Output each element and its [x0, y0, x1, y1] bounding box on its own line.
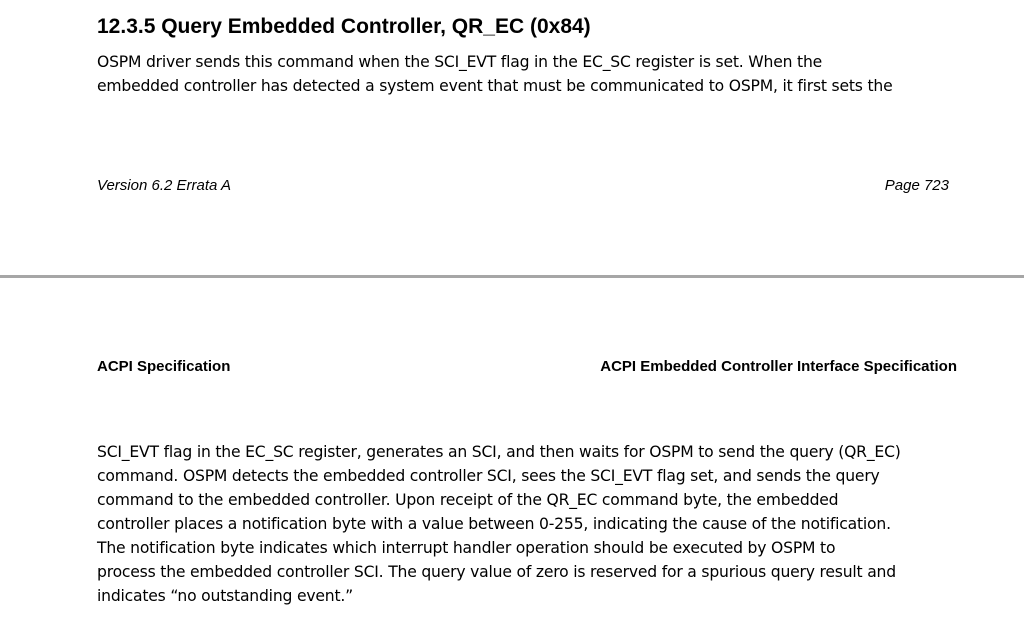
section-heading: 12.3.5 Query Embedded Controller, QR_EC (0x84) — [97, 15, 591, 38]
paragraph-line: The notification byte indicates which interrupt handler operation should be executed by OSPM to — [97, 539, 836, 557]
document-page-top — [0, 0, 1024, 276]
header-chapter-title: ACPI Embedded Controller Interface Specification — [600, 358, 957, 375]
footer-page-number: Page 723 — [884, 177, 949, 194]
paragraph-line: controller places a notification byte with a value between 0-255, indicating the cause of the notification. — [97, 515, 891, 533]
paragraph-line: embedded controller has detected a system event that must be communicated to OSPM, it first sets the — [97, 77, 893, 95]
paragraph-line: process the embedded controller SCI. The query value of zero is reserved for a spurious query result and — [97, 563, 896, 581]
continuation-paragraph — [97, 440, 901, 608]
paragraph-line: command to the embedded controller. Upon receipt of the QR_EC command byte, the embedded — [97, 491, 839, 509]
paragraph-line: SCI_EVT flag in the EC_SC register, generates an SCI, and then waits for OSPM to send the query (QR_EC) — [97, 443, 901, 461]
paragraph-line: command. OSPM detects the embedded controller SCI, sees the SCI_EVT flag set, and sends the query — [97, 467, 880, 485]
paragraph-line: OSPM driver sends this command when the SCI_EVT flag in the EC_SC register is set. When the — [97, 53, 823, 71]
intro-paragraph — [97, 50, 892, 98]
paragraph-line: indicates “no outstanding event.” — [97, 587, 354, 605]
header-document-title: ACPI Specification — [97, 358, 231, 375]
footer-version: Version 6.2 Errata A — [97, 177, 231, 194]
